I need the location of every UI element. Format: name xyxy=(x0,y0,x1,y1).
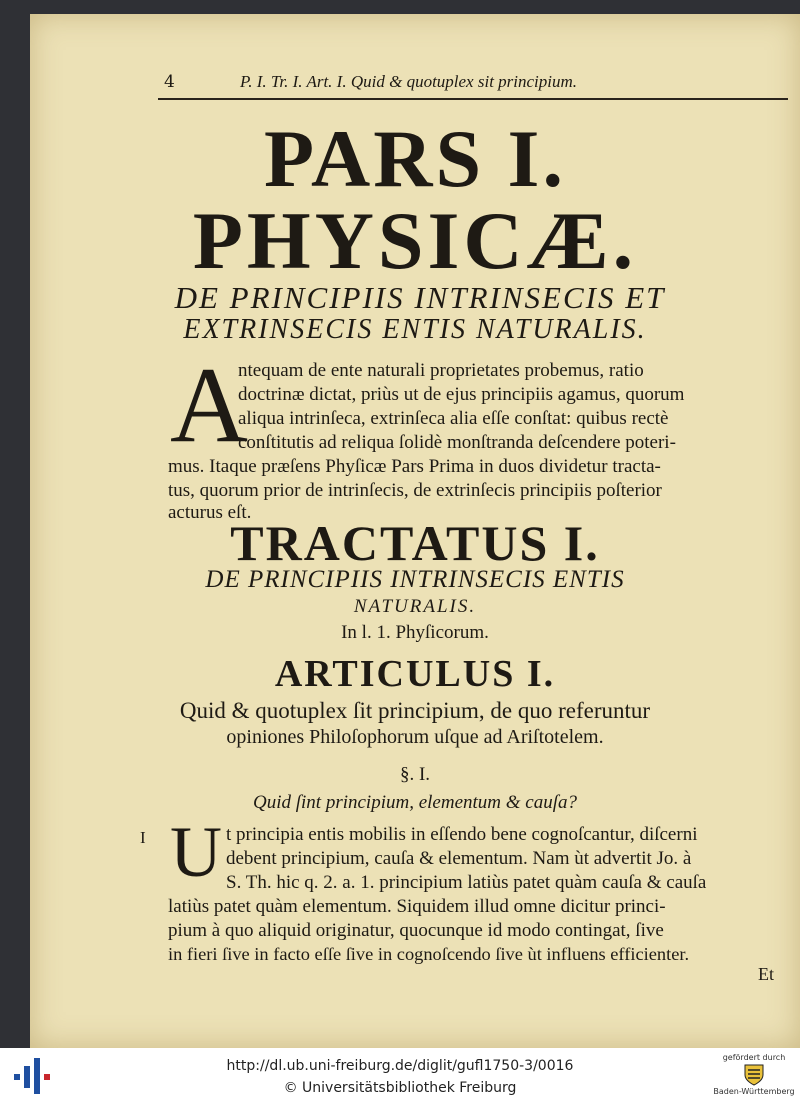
tractatus-subtitle-line-2: NATURALIS. xyxy=(353,596,477,617)
section-mark: §. I. xyxy=(399,764,431,785)
intro-line: tus, quorum prior de intrinſecis, de extrinſecis principiis poſterior xyxy=(168,480,662,501)
articulus-description-line-2: opiniones Philoſophorum uſque ad Ariſtotelem. xyxy=(226,726,604,748)
header-rule xyxy=(158,98,788,100)
part-subtitle-line-1: DE PRINCIPIIS INTRINSECIS ET xyxy=(174,280,666,315)
body-line: t principia entis mobilis in eſſendo bene cognoſcantur, diſcerni xyxy=(226,824,698,845)
pars-title: PARS I. xyxy=(264,113,566,204)
drop-cap-a: A xyxy=(170,346,248,465)
physicae-title: PHYSICÆ. xyxy=(192,195,638,286)
funder-name: Baden-Württemberg xyxy=(713,1087,795,1096)
intro-line: acturus eſt. xyxy=(168,502,252,523)
page-number: 4 xyxy=(164,72,175,92)
funder-badge xyxy=(712,1050,796,1102)
viewer-footer xyxy=(0,1048,800,1104)
body-line: S. Th. hic q. 2. a. 1. principium latiùs patet quàm cauſa & cauſa xyxy=(226,872,707,893)
funder-label: gefördert durch xyxy=(722,1053,786,1062)
tractatus-subtitle-line-1: DE PRINCIPIIS INTRINSECIS ENTIS xyxy=(205,566,625,593)
tractatus-title: TRACTATUS I. xyxy=(230,515,600,571)
body-line: pium à quo aliquid originatur, quocunque id modo contingat, ſive xyxy=(168,920,664,941)
part-subtitle-line-2: EXTRINSECIS ENTIS NATURALIS. xyxy=(183,314,647,345)
intro-line: conſtitutis ad reliqua ſolidè monſtranda deſcendere poteri- xyxy=(238,432,676,453)
copyright-notice: © Universitätsbibliothek Freiburg xyxy=(283,1080,517,1096)
intro-line: ntequam de ente naturali proprietates probemus, ratio xyxy=(238,360,644,381)
articulus-description-line-1: Quid & quotuplex ſit principium, de quo referuntur xyxy=(179,698,651,723)
intro-line: doctrinæ dictat, priùs ut de ejus principiis agamus, quorum xyxy=(238,384,685,405)
articulus-title: ARTICULUS I. xyxy=(274,653,556,695)
body-line: latiùs patet quàm elementum. Siquidem illud omne dicitur princi- xyxy=(168,896,666,917)
section-title: Quid ſint principium, elementum & cauſa? xyxy=(252,792,577,813)
intro-line: mus. Itaque præſens Phyſicæ Pars Prima in duos dividetur tracta- xyxy=(168,456,661,477)
catchword: Et xyxy=(758,964,774,984)
crest-icon xyxy=(742,1063,766,1087)
intro-line: aliqua intrinſeca, extrinſeca alia eſſe conſtat: quibus rectè xyxy=(238,408,669,429)
body-line: debent principium, cauſa & elementum. Nam ùt advertit Jo. à xyxy=(226,848,692,869)
margin-number: I xyxy=(140,828,146,847)
tractatus-reference: In l. 1. Phyſicorum. xyxy=(341,622,489,643)
drop-cap-u: U xyxy=(170,812,222,892)
permalink-url[interactable]: http://dl.ub.uni-freiburg.de/diglit/gufl1750-3/0016 xyxy=(226,1058,574,1074)
running-head: P. I. Tr. I. Art. I. Quid & quotuplex sit principium. xyxy=(240,72,578,91)
body-line: in fieri ſive in facto eſſe ſive in cognoſcendo ſive ùt influens efficienter. xyxy=(168,944,690,964)
book-page xyxy=(30,14,800,1048)
